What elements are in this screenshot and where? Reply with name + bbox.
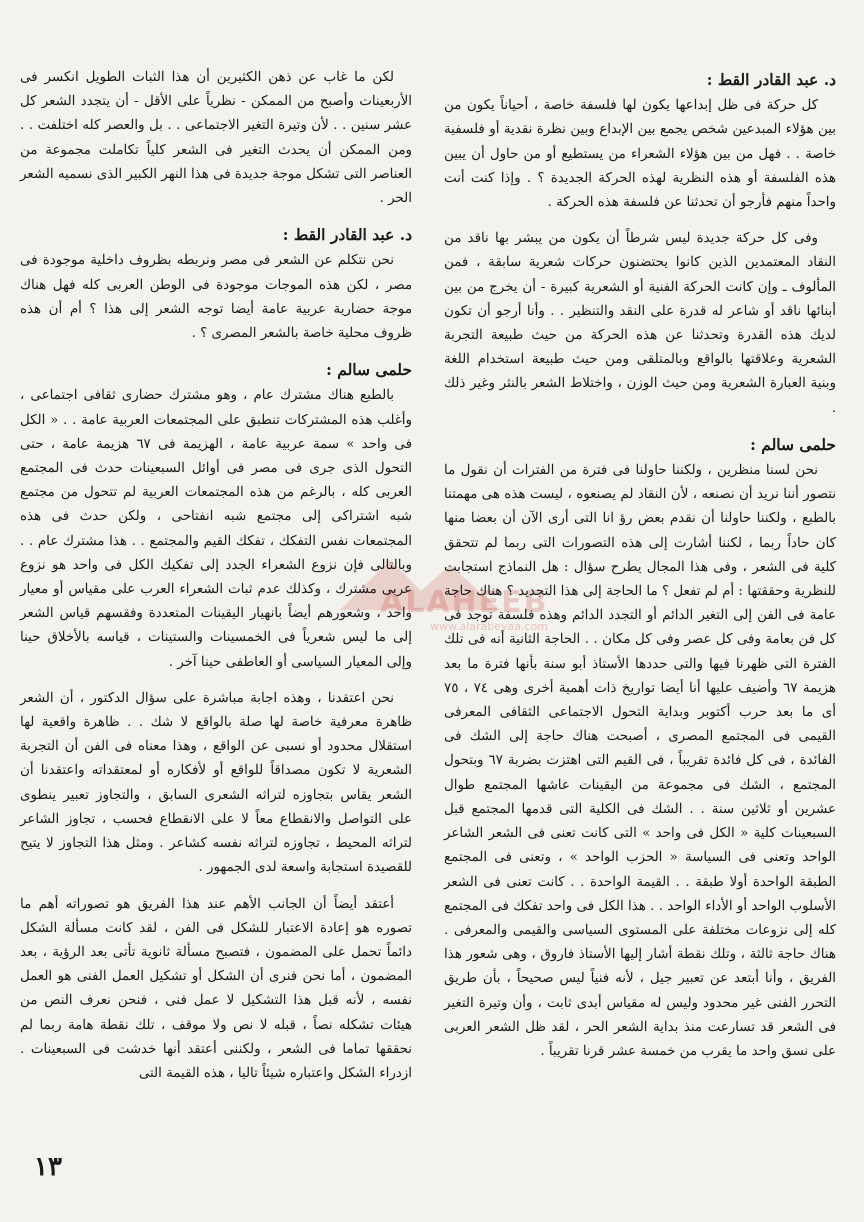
speaker-heading: د. عبد القادر القط : [706, 70, 836, 89]
paragraph: نحن نتكلم عن الشعر فى مصر ونربطه بظروف داخلية موجودة فى مصر ، لكن هذه الموجات موجودة فى الوطن العربى كله فهل هناك موجة حضارية عربية عامة أيضا توجه الشعر إلى هذا ؟ أم أن هذه ظروف محلية خاصة بالشعر المصرى ؟ . [20, 253, 412, 342]
paragraph: كل حركة فى ظل إبداعها يكون لها فلسفة خاصة ، أحياناً يكون من بين هؤلاء المبدعين شخص يجمع بين الإبداع وبين نظرة نقدية أو فلسفية خاصة . . فهل من بين هؤلاء الشعراء من يستطيع أو من حاول أن يبين هذه الفلسفة أو هذه النظرية لهذه الحركة الجديدة ؟ . وإذا كنت أنت واحداً منهم فأرجو أن تحدثنا عن فلسفة هذه الحركة . [444, 98, 836, 211]
left-column [20, 66, 412, 1098]
paragraph: أعتقد أيضاً أن الجانب الأهم عند هذا الفريق هو تصوراته أهم ما تصوره هو إعادة الاعتبار للشكل فى الفن ، لقد كانت مسألة الشكل دائماً تحمل على المضمون ، فتصبح مسألة ثانوية تأتى بعد الرؤية ، بعد المضمون ، أما نحن فنرى أن الشكل أو تشكيل العمل الفنى هو العمل نفسه ، لأنه قبل هذا التشكيل لا عمل فنى ، فنحن نعرف النص من هيئات تشكله نصاً ، قبله لا نص ولا موقف ، تلك نقطة هامة ربما لم نحققها تماما فى الشعر ، ولكننى أعتقد أنها خدشت فى السبعينات . ازدراء الشكل واعتباره شيئاً تاليا ، هذه القيمة التى [20, 896, 412, 1081]
page-number: ١٣ [34, 1152, 62, 1182]
speaker-heading: حلمى سالم : [750, 434, 836, 454]
speaker-heading: حلمى سالم : [326, 360, 412, 380]
watermark-url: www.alarabeyaa.com [430, 620, 549, 633]
paragraph: نحن اعتقدنا ، وهذه اجابة مباشرة على سؤال الدكتور ، أن الشعر ظاهرة معرفية خاصة لها صلة بالواقع لا شك . . ظاهرة واقعية لها استقلال محدود أو نسبى عن الواقع ، وهذا معناه فى الفن أن التجربة الشعرية لا تكون مصداقاً للواقع أو لأفكاره أو لمعتقداته واعتقدنا أن الشعر يقاس بتجاوزه لتراثه الشعرى السابق ، والتجاوز تعبير ينطوى على التواصل والانقطاع معاً لا على الانقطاع فحسب ، تجاوز الشاعر لتراثه المحيط ، تجاوزه لتراثه نفسه كشاعر . ومثل هذا التجاوز لا يتيح للقصيدة استجابة واسعة لدى الجمهور . [20, 690, 412, 876]
paragraph: نحن لسنا منظرين ، ولكننا حاولنا فى فترة من الفترات أن نقول ما نتصور أننا نريد أن نصنعه ، لأن النقاد لم يصنعوه ، ليست هذه هى مهمتنا بالطبع ، ولكننا حاولنا أن نقدم بعض رؤ انا التى أرى الآن أن بعضا منها كان حاداً ربما ، لكننا أشارت إلى هذه التصورات التى ربما لم تتحقق كلية فى الشعر ، وفى هذا المجال يطرح سؤال : هل النماذج استجابت للنظرية وحققتها : أم لم تفعل ؟ ما الحاجة إلى هذا التجديد ؟ هناك حاجة عامة فى الفن إلى التغير الدائم أو التجدد الدائم وهذه فلسفة توجد فى كل فن بعامة وفى كل عصر وفى كل مكان . . الحاجة الثانية أنه فى تلك الفترة التى ظهرنا فيها والتى حددها الأستاذ أبو سنة بأنها فترة ما بعد هزيمة ٦٧ وأضيف عليها أنا أيضا تواريخ ذات أهمية أخرى وهى ٧٤ ، ٧٥ أى ما بعد حرب أكتوبر وبداية التحول الاجتماعى الثقافى المعرفى القيمى فى المجتمع المصرى ، أصبحت هناك حاجة إلى الشك فى الفائدة ، فى كل فائدة تقريباً ، فى القيم التى اهتزت بضربة ٦٧ وبتحول المجتمع ، الشك فى مجموعة من اليقينات عاشها المجتمع طوال عشرين أو ثلاثين سنة . . الشك فى الكلية التى قدمها المجتمع قبل السبعينات كلية « الكل فى واحد » التى كانت تعنى فى الشعر الشاعر الواحد وتعنى فى السياسة « الحزب الواحد » ، وتعنى فى المجتمع الطبقة الواحدة أولا طبقة . . القيمة الواحدة . . كانت تعنى فى الشعر الأسلوب الواحد أو الأداء الواحد . . هذا الكل فى واحد تفكك فى المجتمع كله إلى نزوعات مختلفة على المستوى السياسى والقيمى والمعرفى . هناك حاجة ثالثة ، وتلك نقطة أشار إليها الأستاذ فاروق ، وهى شعور هذا الفريق ، وأنا أبتعد عن تعبير جيل ، لأنه فنياً ليس صحيحاً ، بأن طريق التحرر الفنى غير محدود وليس له مقياس أبدى ثابت ، وأن وتيرة التغير فى الشعر قد تسارعت منذ بداية الشعر الحر ، لقد ظل الشعر العربى على نسق واحد ما يقرب من خمسة عشر قرنا تقريباً . [444, 463, 836, 1059]
paragraph: وفى كل حركة جديدة ليس شرطاً أن يكون من يبشر بها ناقد من النقاد المعتمدين الذين كانوا يحتضنون حركات شعرية سابقة ، فمن المألوف ـ وإن كانت الحركة الفنية أو الشعرية كبيرة - أن يخرج من بين أبنائها ناقد أو شاعر له قدرة على النقد والتنظير . . وأنا أرجو أن تكون لديك هذه القدرة وتحدثنا عن هذه الحركة من حيث طبيعة التجربة الشعرية وعلاقتها بالواقع وبالمتلقى ومن حيث طبيعة استخدام اللغة وبنية العبارة الشعرية ومن حيث الوزن ، واختلاط الشعر بالنثر وغير ذلك . [444, 231, 836, 416]
right-column [444, 66, 836, 1076]
speaker-heading: د. عبد القادر القط : [282, 225, 412, 245]
paragraph: بالطبع هناك مشترك عام ، وهو مشترك حضارى ثقافى اجتماعى ، وأغلب هذه المشتركات تنطبق على المجتمعات العربية عامة . . « الكل فى واحد » سمة عربية عامة ، الهزيمة فى ٦٧ هزيمة عامة ، حتى التحول الذى جرى فى مصر فى أوائل السبعينات حدث فى المجتمع العربى كله ، بالرغم من هذه المجتمعات العربية لم تتحول من مجتمع شبه اشتراكى إلى مجتمع شبه انفتاحى ، ولكن حدث فى هذه المجتمعات نفس التفكك ، تفكك القيم والمجتمع . . هذا مشترك عام . . وبالتالى فإن نزوع الشعراء الجدد إلى تفكيك الكل فى واحد هو نزوع عربى مشترك ، وكذلك عدم ثبات الشعراء العرب على مقياس أو معيار واحد ، وشعورهم أيضاً بانهيار اليقينات المتعددة وفقسهم قياس الشعر إلى ما ليس شعرياً فى الخمسينات والستينات ، قياسه بالأخلاق حينا وإلى المعيار السياسى أو العاطفى حينا آخر . [20, 388, 412, 670]
watermark-brand: ALAHEEB [380, 585, 549, 620]
paragraph: لكن ما غاب عن ذهن الكثيرين أن هذا الثبات الطويل انكسر فى الأربعينات وأصبح من الممكن - نظرياً على الأقل - أن يتجدد الشعر كل عشر سنين . . لأن وتيرة التغير الاجتماعى . . بل والعصر كله اختلفت . . ومن الممكن أن يحدث التغير فى الشعر كلياً تكاملت مجموعة من العناصر التى تشكل موجة جديدة فى هذا النهر الكبير الذى نسميه الشعر الحر . [20, 70, 412, 207]
